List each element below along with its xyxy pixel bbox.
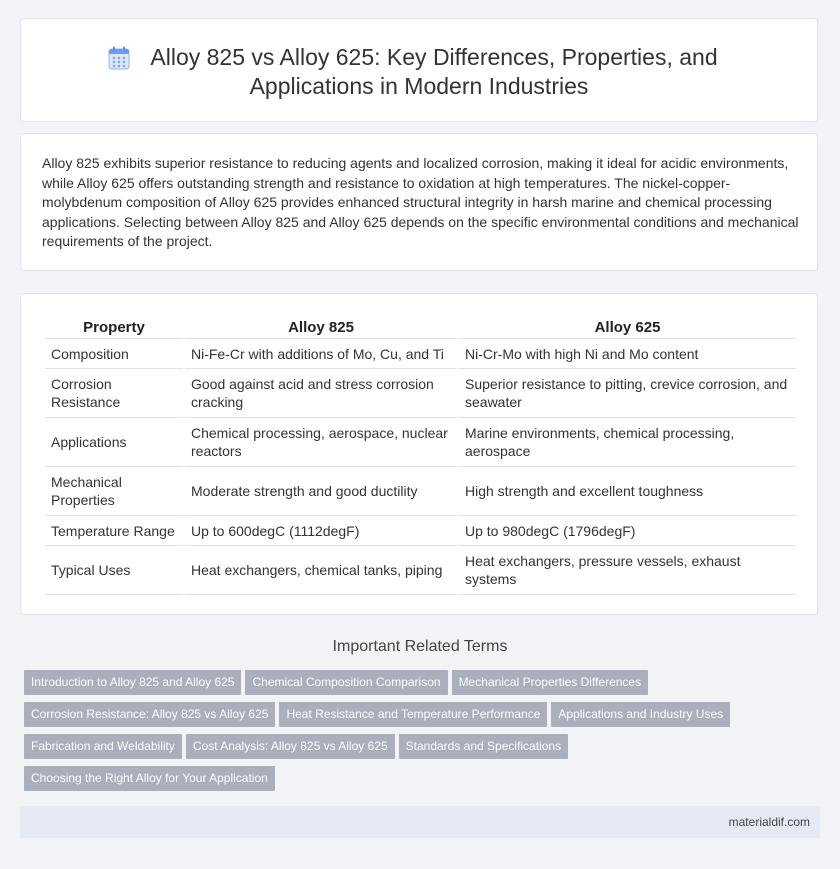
summary-paragraph: Alloy 825 exhibits superior resistance to reducing agents and localized corrosion, making it ideal for acidic environments, while Alloy 625 offers outstanding strength and resistance to oxidation at high temperatures. The nickel-copper-molybdenum composition of Alloy 625 provides enhanced structural integrity in harsh marine and chemical processing applications. Selecting between Alloy 825 and Alloy 625 depends on the specific environmental conditions and mechanical requirements of the project. [42, 155, 799, 250]
table-cell: Composition [45, 339, 183, 369]
related-term-tag[interactable]: Choosing the Right Alloy for Your Application [24, 766, 275, 791]
table-cell: Corrosion Resistance [45, 369, 183, 418]
related-term-tag[interactable]: Mechanical Properties Differences [452, 670, 649, 695]
related-term-tag[interactable]: Heat Resistance and Temperature Performance [279, 702, 547, 727]
page-title-line-1: Alloy 825 vs Alloy 625: Key Differences, Properties, and [150, 44, 718, 70]
related-term-tag[interactable]: Standards and Specifications [399, 734, 568, 759]
related-term-tag[interactable]: Introduction to Alloy 825 and Alloy 625 [24, 670, 241, 695]
table-row [45, 369, 796, 418]
table-cell: Ni-Cr-Mo with high Ni and Mo content [459, 339, 796, 369]
table-row [45, 418, 796, 467]
related-term-tag[interactable]: Cost Analysis: Alloy 825 vs Alloy 625 [186, 734, 395, 759]
table-cell: Up to 600degC (1112degF) [185, 516, 457, 546]
column-header: Alloy 825 [185, 316, 457, 339]
related-terms-heading: Important Related Terms [332, 638, 508, 655]
footer-site-link[interactable]: materialdif.com [728, 815, 810, 829]
table-cell: Typical Uses [45, 546, 183, 595]
related-term-tag[interactable]: Fabrication and Weldability [24, 734, 182, 759]
title-card [20, 18, 818, 122]
comparison-table [43, 316, 798, 595]
table-cell: Chemical processing, aerospace, nuclear reactors [185, 418, 457, 467]
related-terms-list [24, 670, 804, 798]
table-cell: Up to 980degC (1796degF) [459, 516, 796, 546]
table-cell: Marine environments, chemical processing, aerospace [459, 418, 796, 467]
table-cell: Ni-Fe-Cr with additions of Mo, Cu, and Ti [185, 339, 457, 369]
table-cell: Good against acid and stress corrosion cracking [185, 369, 457, 418]
table-row [45, 467, 796, 516]
table-cell: High strength and excellent toughness [459, 467, 796, 516]
related-term-tag[interactable]: Corrosion Resistance: Alloy 825 vs Alloy 625 [24, 702, 275, 727]
page-title [21, 43, 817, 101]
table-cell: Applications [45, 418, 183, 467]
table-row [45, 339, 796, 369]
table-row [45, 516, 796, 546]
footer-bar [20, 806, 820, 838]
table-cell: Moderate strength and good ductility [185, 467, 457, 516]
table-cell: Superior resistance to pitting, crevice corrosion, and seawater [459, 369, 796, 418]
related-term-tag[interactable]: Chemical Composition Comparison [245, 670, 447, 695]
table-cell: Temperature Range [45, 516, 183, 546]
column-header: Property [45, 316, 183, 339]
column-header: Alloy 625 [459, 316, 796, 339]
page-title-line-2: Applications in Modern Industries [249, 73, 589, 99]
table-header-row [45, 316, 796, 339]
related-term-tag[interactable]: Applications and Industry Uses [551, 702, 730, 727]
table-cell: Heat exchangers, pressure vessels, exhaust systems [459, 546, 796, 595]
table-cell: Mechanical Properties [45, 467, 183, 516]
comparison-table-card [20, 293, 818, 615]
summary-card [20, 133, 818, 271]
table-row [45, 546, 796, 595]
table-cell: Heat exchangers, chemical tanks, piping [185, 546, 457, 595]
